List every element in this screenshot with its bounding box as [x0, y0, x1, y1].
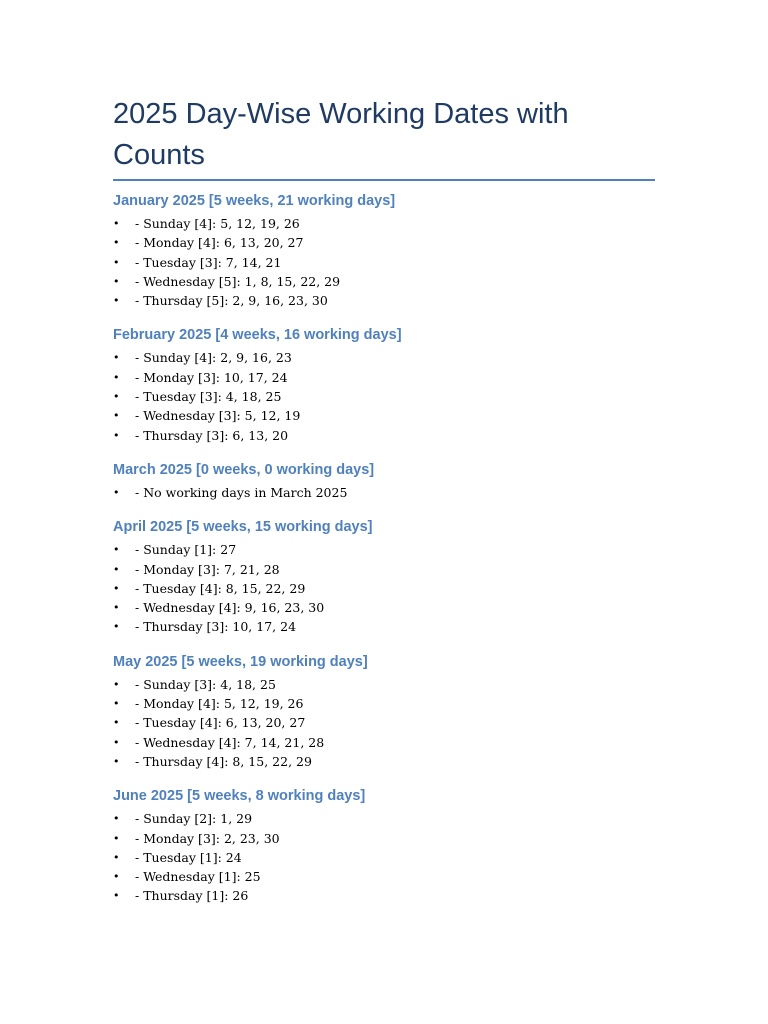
list-item [113, 886, 655, 905]
bullet-dot-icon: • [113, 601, 120, 615]
bullet-dot-icon: • [113, 255, 120, 269]
list-item [113, 733, 655, 752]
month-heading: March 2025 [0 weeks, 0 working days] [113, 461, 375, 478]
list-item [113, 253, 655, 272]
document-title: 2025 Day-Wise Working Dates with Counts [113, 98, 569, 171]
list-item-text: - Tuesday [4]: 6, 13, 20, 27 [135, 715, 306, 731]
list-item-text: - Sunday [3]: 4, 18, 25 [135, 676, 276, 692]
day-list [113, 348, 655, 444]
list-item [113, 426, 655, 445]
list-item-text: - Thursday [4]: 8, 15, 22, 29 [135, 753, 312, 769]
list-item-text: - Sunday [1]: 27 [135, 542, 237, 558]
list-item [113, 406, 655, 425]
bullet-dot-icon: • [113, 274, 120, 288]
list-item [113, 675, 655, 694]
list-item-text: - Sunday [2]: 1, 29 [135, 811, 253, 827]
month-section [113, 787, 655, 905]
bullet-dot-icon: • [113, 812, 120, 826]
bullet-dot-icon: • [113, 677, 120, 691]
list-item [113, 387, 655, 406]
list-item [113, 867, 655, 886]
month-section [113, 461, 655, 502]
list-item [113, 598, 655, 617]
list-item-text: - Thursday [3]: 10, 17, 24 [135, 619, 297, 635]
bullet-dot-icon: • [113, 428, 120, 442]
list-item-text: - Tuesday [3]: 4, 18, 25 [135, 389, 282, 405]
day-list [113, 675, 655, 771]
list-item [113, 214, 655, 233]
bullet-dot-icon: • [113, 390, 120, 404]
month-section [113, 326, 655, 444]
list-item-text: - Monday [3]: 7, 21, 28 [135, 561, 280, 577]
bullet-dot-icon: • [113, 889, 120, 903]
list-item [113, 617, 655, 636]
list-item-text: - Thursday [1]: 26 [135, 888, 249, 904]
list-item-text: - Thursday [3]: 6, 13, 20 [135, 427, 289, 443]
list-item [113, 560, 655, 579]
list-item [113, 579, 655, 598]
bullet-dot-icon: • [113, 697, 120, 711]
bullet-dot-icon: • [113, 294, 120, 308]
bullet-dot-icon: • [113, 735, 120, 749]
list-item-text: - Thursday [5]: 2, 9, 16, 23, 30 [135, 293, 328, 309]
list-item-text: - Monday [4]: 6, 13, 20, 27 [135, 235, 304, 251]
bullet-dot-icon: • [113, 620, 120, 634]
bullet-dot-icon: • [113, 581, 120, 595]
bullet-dot-icon: • [113, 236, 120, 250]
month-heading: June 2025 [5 weeks, 8 working days] [113, 788, 366, 805]
list-item [113, 348, 655, 367]
list-item-text: - Sunday [4]: 5, 12, 19, 26 [135, 216, 300, 231]
list-item [113, 483, 655, 502]
list-item-text: - Tuesday [1]: 24 [135, 849, 242, 865]
list-item [113, 848, 655, 867]
month-section [113, 518, 655, 636]
list-item [113, 713, 655, 732]
month-section [113, 192, 655, 310]
bullet-dot-icon: • [113, 870, 120, 884]
list-item-text: - Wednesday [5]: 1, 8, 15, 22, 29 [135, 273, 341, 289]
list-item [113, 809, 655, 828]
list-item [113, 540, 655, 559]
bullet-dot-icon: • [113, 562, 120, 576]
month-section [113, 653, 655, 771]
list-item [113, 829, 655, 848]
list-item [113, 272, 655, 291]
list-item-text: - Wednesday [3]: 5, 12, 19 [135, 408, 301, 424]
list-item-text: - Wednesday [4]: 7, 14, 21, 28 [135, 734, 325, 750]
list-item-text: - Tuesday [3]: 7, 14, 21 [135, 254, 282, 270]
day-list [113, 540, 655, 636]
month-heading: April 2025 [5 weeks, 15 working days] [113, 519, 373, 536]
bullet-dot-icon: • [113, 754, 120, 768]
bullet-dot-icon: • [113, 409, 120, 423]
month-heading: January 2025 [5 weeks, 21 working days] [113, 193, 396, 209]
day-list [113, 809, 655, 905]
document-page [113, 94, 655, 906]
bullet-dot-icon: • [113, 716, 120, 730]
month-heading: May 2025 [5 weeks, 19 working days] [113, 653, 368, 670]
bullet-dot-icon: • [113, 543, 120, 557]
bullet-dot-icon: • [113, 485, 120, 499]
list-item [113, 694, 655, 713]
bullet-dot-icon: • [113, 370, 120, 384]
list-item-text: - Monday [3]: 10, 17, 24 [135, 369, 288, 385]
list-item-text: - Monday [3]: 2, 23, 30 [135, 830, 280, 846]
bullet-dot-icon: • [113, 831, 120, 845]
list-item [113, 291, 655, 310]
list-item [113, 233, 655, 252]
title-divider [113, 179, 655, 181]
list-item-text: - Wednesday [1]: 25 [135, 869, 261, 885]
list-item-text: - Sunday [4]: 2, 9, 16, 23 [135, 350, 292, 366]
day-list [113, 214, 655, 310]
bullet-dot-icon: • [113, 351, 120, 365]
list-item [113, 368, 655, 387]
month-heading: February 2025 [4 weeks, 16 working days] [113, 327, 402, 344]
bullet-dot-icon: • [113, 850, 120, 864]
day-list [113, 483, 655, 502]
list-item-text: - No working days in March 2025 [135, 484, 348, 500]
list-item-text: - Wednesday [4]: 9, 16, 23, 30 [135, 600, 325, 616]
list-item [113, 752, 655, 771]
bullet-dot-icon: • [113, 217, 120, 230]
list-item-text: - Tuesday [4]: 8, 15, 22, 29 [135, 580, 306, 596]
months-container [113, 192, 655, 906]
list-item-text: - Monday [4]: 5, 12, 19, 26 [135, 696, 304, 712]
